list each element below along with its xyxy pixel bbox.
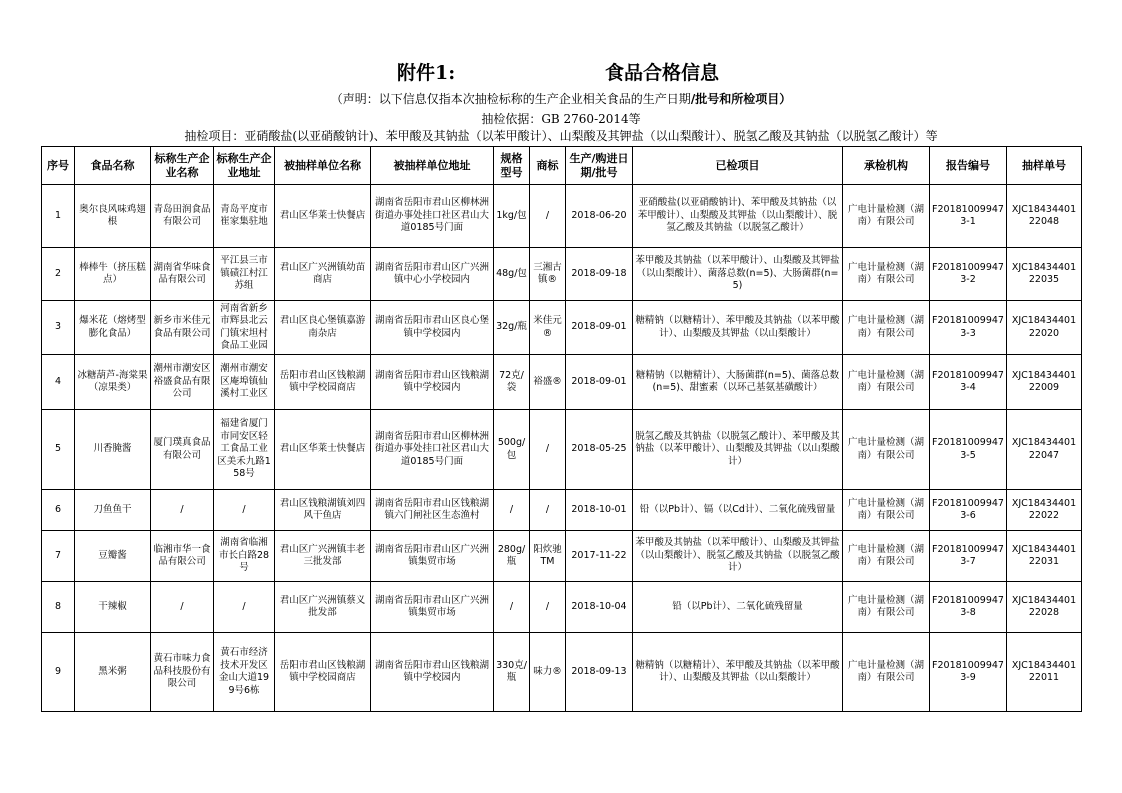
specification: 1kg/包 — [494, 185, 530, 248]
manufacturer-address: 河南省新乡市辉县北云门镇宋坦村食品工业园 — [214, 301, 275, 355]
tested-items: 铅（以Pb计）、镉（以Cd计）、二氧化硫残留量 — [633, 490, 843, 531]
specification: 48g/包 — [494, 248, 530, 301]
sampled-unit-address: 湖南省岳阳市君山区广兴洲镇集贸市场 — [371, 531, 494, 582]
tested-items: 糖精钠（以糖精计）、大肠菌群(n=5)、菌落总数(n=5)、甜蜜素（以环己基氨基磺酸计） — [633, 355, 843, 410]
table-row — [42, 633, 1082, 712]
specification: 32g/瓶 — [494, 301, 530, 355]
col-header: 报告编号 — [930, 147, 1007, 185]
food-name: 干辣椒 — [75, 582, 151, 633]
sampled-unit-name: 君山区广兴洲镇蔡义批发部 — [275, 582, 371, 633]
report-number: F201810099473-9 — [930, 633, 1007, 712]
brand: 阳炊驰TM — [530, 531, 566, 582]
testing-agency: 广电计量检测（湖南）有限公司 — [843, 531, 930, 582]
sampled-unit-address: 湖南省岳阳市君山区钱粮湖镇六门闸社区生态渔村 — [371, 490, 494, 531]
production-date: 2018-09-01 — [566, 355, 633, 410]
sampled-unit-address: 湖南省岳阳市君山区柳林洲街道办事处挂口社区君山大道0185号门面 — [371, 185, 494, 248]
row-number: 3 — [42, 301, 75, 355]
table-row — [42, 531, 1082, 582]
specification: 330克/瓶 — [494, 633, 530, 712]
food-name: 棒棒牛（挤压糕点） — [75, 248, 151, 301]
food-name: 奥尔良风味鸡翅根 — [75, 185, 151, 248]
table-row — [42, 490, 1082, 531]
test-items: 抽检项目：亚硝酸盐(以亚硝酸钠计)、苯甲酸及其钠盐（以苯甲酸计）、山梨酸及其钾盐（以山梨酸计）、脱氢乙酸及其钠盐（以脱氢乙酸计）等 — [184, 129, 938, 143]
testing-agency: 广电计量检测（湖南）有限公司 — [843, 633, 930, 712]
row-number: 4 — [42, 355, 75, 410]
testing-agency: 广电计量检测（湖南）有限公司 — [843, 248, 930, 301]
table-row — [42, 248, 1082, 301]
sample-number: XJC1843440122028 — [1007, 582, 1082, 633]
table-row — [42, 410, 1082, 490]
specification: 500g/包 — [494, 410, 530, 490]
manufacturer-address: 黄石市经济技术开发区金山大道199号6栋 — [214, 633, 275, 712]
brand: 米佳元® — [530, 301, 566, 355]
testing-agency: 广电计量检测（湖南）有限公司 — [843, 355, 930, 410]
sample-number: XJC1843440122011 — [1007, 633, 1082, 712]
specification: / — [494, 490, 530, 531]
report-number: F201810099473-2 — [930, 248, 1007, 301]
testing-agency: 广电计量检测（湖南）有限公司 — [843, 582, 930, 633]
production-date: 2018-06-20 — [566, 185, 633, 248]
manufacturer-name: / — [151, 490, 214, 531]
manufacturer-name: 青岛田润食品有限公司 — [151, 185, 214, 248]
manufacturer-name: / — [151, 582, 214, 633]
manufacturer-address: 平江县三市镇碛江村江苏组 — [214, 248, 275, 301]
sample-number: XJC1843440122047 — [1007, 410, 1082, 490]
production-date: 2018-09-18 — [566, 248, 633, 301]
sampled-unit-name: 君山区广兴洲镇丰老三批发部 — [275, 531, 371, 582]
tested-items: 脱氢乙酸及其钠盐（以脱氢乙酸计）、苯甲酸及其钠盐（以苯甲酸计）、山梨酸及其钾盐（以山梨酸计） — [633, 410, 843, 490]
row-number: 6 — [42, 490, 75, 531]
statement-bold-text: /批号和所检项目） — [690, 92, 792, 106]
col-header: 食品名称 — [75, 147, 151, 185]
tested-items: 糖精钠（以糖精计）、苯甲酸及其钠盐（以苯甲酸计）、山梨酸及其钾盐（以山梨酸计） — [633, 301, 843, 355]
brand: / — [530, 410, 566, 490]
sampled-unit-name: 岳阳市君山区钱粮湖镇中学校园商店 — [275, 633, 371, 712]
sampled-unit-address: 湖南省岳阳市君山区广兴洲镇中心小学校园内 — [371, 248, 494, 301]
page-title: 食品合格信息 — [605, 62, 720, 84]
food-name: 刀鱼鱼干 — [75, 490, 151, 531]
specification: 72克/袋 — [494, 355, 530, 410]
manufacturer-address: 青岛平度市崔家集驻地 — [214, 185, 275, 248]
row-number: 1 — [42, 185, 75, 248]
sampled-unit-address: 湖南省岳阳市君山区钱粮湖镇中学校园内 — [371, 633, 494, 712]
sample-number: XJC1843440122031 — [1007, 531, 1082, 582]
col-header: 被抽样单位地址 — [371, 147, 494, 185]
col-header: 承检机构 — [843, 147, 930, 185]
table-row — [42, 301, 1082, 355]
manufacturer-address: / — [214, 582, 275, 633]
production-date: 2017-11-22 — [566, 531, 633, 582]
col-header: 抽样单号 — [1007, 147, 1082, 185]
production-date: 2018-09-01 — [566, 301, 633, 355]
col-header: 序号 — [42, 147, 75, 185]
table-body — [42, 185, 1082, 712]
sample-number: XJC1843440122035 — [1007, 248, 1082, 301]
row-number: 8 — [42, 582, 75, 633]
sampled-unit-address: 湖南省岳阳市君山区良心堡镇中学校园内 — [371, 301, 494, 355]
food-name: 川香腌酱 — [75, 410, 151, 490]
sampled-unit-address: 湖南省岳阳市君山区钱粮湖镇中学校园内 — [371, 355, 494, 410]
sample-number: XJC1843440122020 — [1007, 301, 1082, 355]
sampled-unit-name: 岳阳市君山区钱粮湖镇中学校园商店 — [275, 355, 371, 410]
col-header: 商标 — [530, 147, 566, 185]
testing-agency: 广电计量检测（湖南）有限公司 — [843, 301, 930, 355]
manufacturer-name: 潮州市潮安区裕盛食品有限公司 — [151, 355, 214, 410]
col-header: 被抽样单位名称 — [275, 147, 371, 185]
tested-items: 亚硝酸盐(以亚硝酸钠计)、苯甲酸及其钠盐（以苯甲酸计）、山梨酸及其钾盐（以山梨酸计）、脱氢乙酸及其钠盐（以脱氢乙酸计） — [633, 185, 843, 248]
food-name: 爆米花（熔烤型膨化食品） — [75, 301, 151, 355]
manufacturer-address: / — [214, 490, 275, 531]
manufacturer-name: 黄石市味力食品科技股份有限公司 — [151, 633, 214, 712]
col-header: 标称生产企业名称 — [151, 147, 214, 185]
manufacturer-name: 厦门璞真食品有限公司 — [151, 410, 214, 490]
row-number: 5 — [42, 410, 75, 490]
brand: 裕盛® — [530, 355, 566, 410]
brand: / — [530, 490, 566, 531]
test-basis: 抽检依据：GB 2760-2014等 — [481, 112, 641, 126]
manufacturer-name: 临湘市华一食品有限公司 — [151, 531, 214, 582]
row-number: 7 — [42, 531, 75, 582]
row-number: 2 — [42, 248, 75, 301]
attachment-label: 附件1: — [397, 62, 456, 84]
results-table — [41, 146, 1082, 712]
row-number: 9 — [42, 633, 75, 712]
specification: 280g/瓶 — [494, 531, 530, 582]
col-header: 标称生产企业地址 — [214, 147, 275, 185]
col-header: 生产/购进日期/批号 — [566, 147, 633, 185]
sample-number: XJC1843440122009 — [1007, 355, 1082, 410]
manufacturer-address: 福建省厦门市同安区轻工食品工业区美禾九路158号 — [214, 410, 275, 490]
food-name: 冰糖葫芦-海棠果（凉果类） — [75, 355, 151, 410]
testing-agency: 广电计量检测（湖南）有限公司 — [843, 490, 930, 531]
statement — [0, 90, 1122, 107]
col-header: 规格型号 — [494, 147, 530, 185]
production-date: 2018-05-25 — [566, 410, 633, 490]
col-header: 已检项目 — [633, 147, 843, 185]
specification: / — [494, 582, 530, 633]
table-row — [42, 355, 1082, 410]
title-row — [0, 58, 1122, 86]
sampled-unit-address: 湖南省岳阳市君山区广兴洲镇集贸市场 — [371, 582, 494, 633]
sampled-unit-name: 君山区钱粮湖镇刘四风干鱼店 — [275, 490, 371, 531]
manufacturer-address: 湖南省临湘市长白路28号 — [214, 531, 275, 582]
table-row — [42, 582, 1082, 633]
table-row — [42, 185, 1082, 248]
report-number: F201810099473-3 — [930, 301, 1007, 355]
sample-number: XJC1843440122048 — [1007, 185, 1082, 248]
production-date: 2018-10-01 — [566, 490, 633, 531]
brand: 三湘古镇® — [530, 248, 566, 301]
brand: 味力® — [530, 633, 566, 712]
statement-text: （声明：以下信息仅指本次抽检标称的生产企业相关食品的生产日期 — [330, 92, 691, 106]
report-number: F201810099473-7 — [930, 531, 1007, 582]
sampled-unit-name: 君山区华莱士快餐店 — [275, 185, 371, 248]
testing-agency: 广电计量检测（湖南）有限公司 — [843, 410, 930, 490]
food-name: 黑米粥 — [75, 633, 151, 712]
report-number: F201810099473-4 — [930, 355, 1007, 410]
sampled-unit-name: 君山区广兴洲镇幼苗商店 — [275, 248, 371, 301]
report-number: F201810099473-5 — [930, 410, 1007, 490]
brand: / — [530, 582, 566, 633]
sampled-unit-name: 君山区良心堡镇嘉游南杂店 — [275, 301, 371, 355]
header-row — [42, 147, 1082, 185]
manufacturer-name: 新乡市米佳元食品有限公司 — [151, 301, 214, 355]
production-date: 2018-10-04 — [566, 582, 633, 633]
sampled-unit-name: 君山区华莱士快餐店 — [275, 410, 371, 490]
brand: / — [530, 185, 566, 248]
manufacturer-address: 潮州市潮安区庵埠镇仙溪村工业区 — [214, 355, 275, 410]
report-number: F201810099473-8 — [930, 582, 1007, 633]
sample-number: XJC1843440122022 — [1007, 490, 1082, 531]
food-name: 豆瓣酱 — [75, 531, 151, 582]
report-number: F201810099473-1 — [930, 185, 1007, 248]
tested-items: 糖精钠（以糖精计）、苯甲酸及其钠盐（以苯甲酸计）、山梨酸及其钾盐（以山梨酸计） — [633, 633, 843, 712]
tested-items: 苯甲酸及其钠盐（以苯甲酸计）、山梨酸及其钾盐（以山梨酸计）、菌落总数(n=5)、大肠菌群(n=5) — [633, 248, 843, 301]
testing-agency: 广电计量检测（湖南）有限公司 — [843, 185, 930, 248]
tested-items: 苯甲酸及其钠盐（以苯甲酸计）、山梨酸及其钾盐（以山梨酸计）、脱氢乙酸及其钠盐（以脱氢乙酸计） — [633, 531, 843, 582]
sampled-unit-address: 湖南省岳阳市君山区柳林洲街道办事处挂口社区君山大道0185号门面 — [371, 410, 494, 490]
manufacturer-name: 湖南省华味食品有限公司 — [151, 248, 214, 301]
production-date: 2018-09-13 — [566, 633, 633, 712]
tested-items: 铅（以Pb计）、二氧化硫残留量 — [633, 582, 843, 633]
report-number: F201810099473-6 — [930, 490, 1007, 531]
